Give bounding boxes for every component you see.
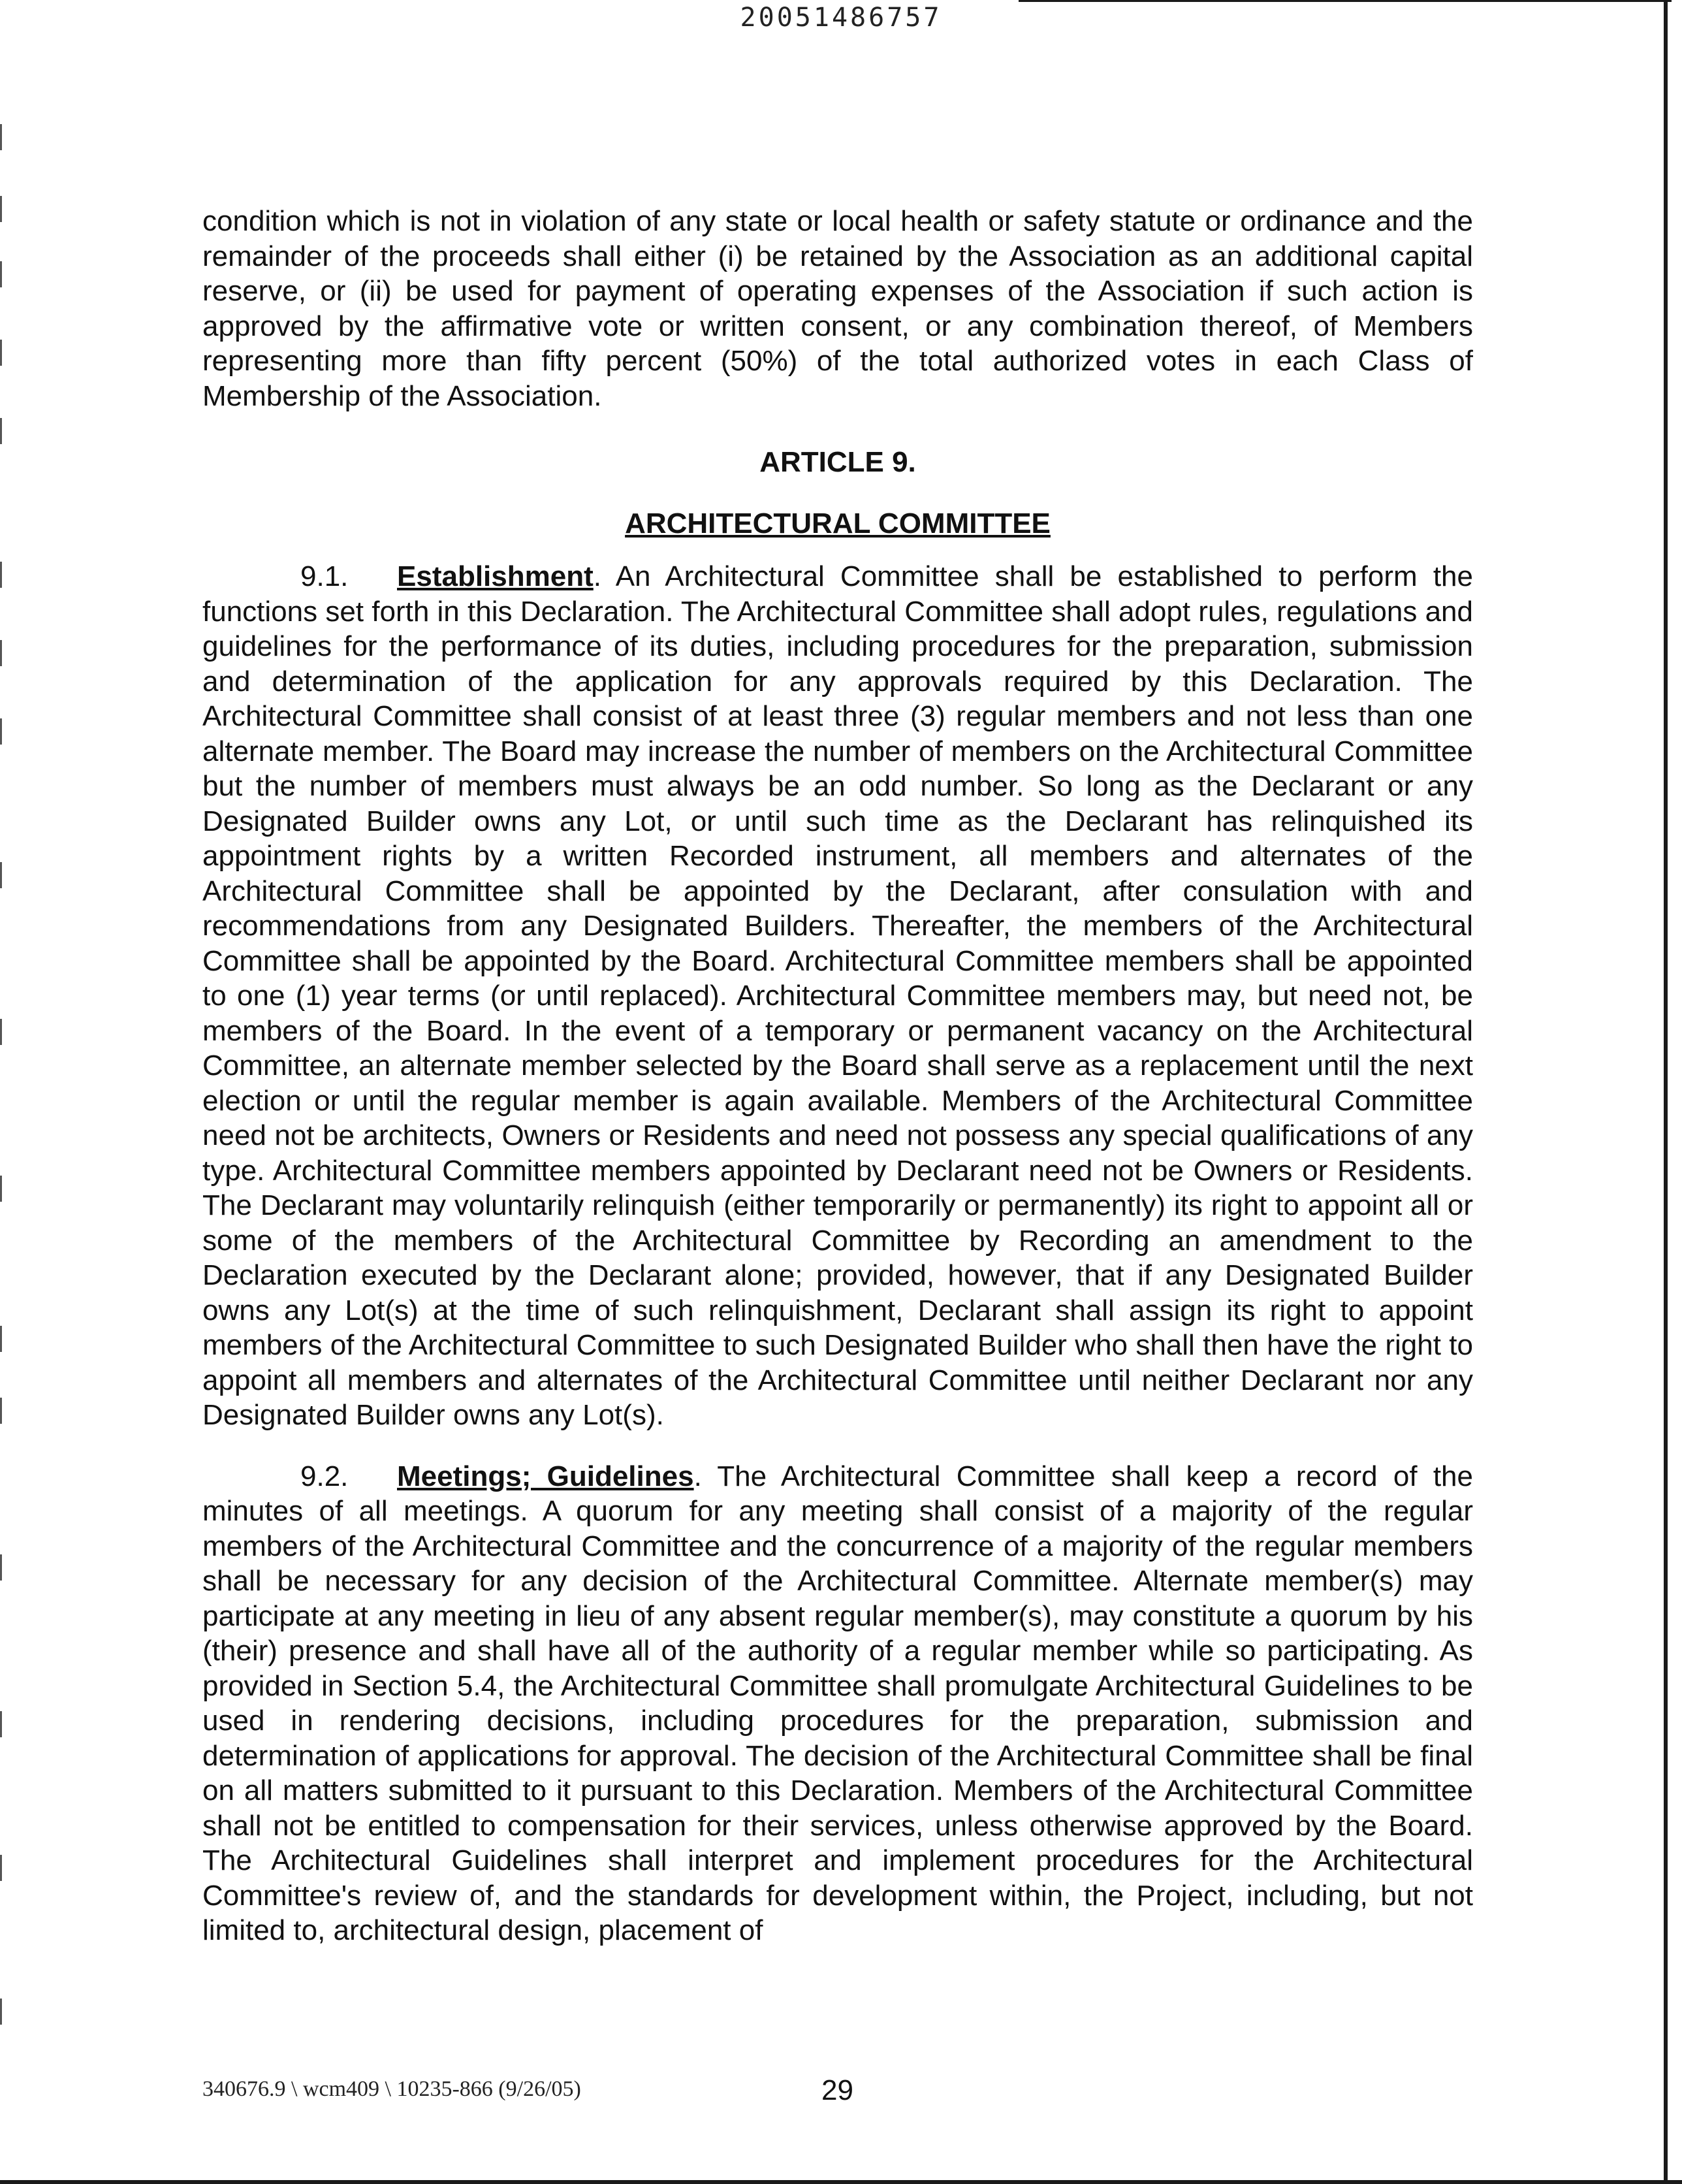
section-text: . The Architectural Committee shall keep a record of the minutes of all meetings. A quorum for any meeting shall consist of a majority of the regular members of the Architectural Committee and the concurrence of a majority of the regular members shall be necessary for any decision of the Architectural Committee. Alternate member(s) may participate at any meeting in lieu of any absent regular member(s), may constitute a quorum by his (their) presence and shall have all of the authority of a regular member while so participating. As provided in Section 5.4, the Architectural Committee shall promulgate Architectural Guidelines to be used in rendering decisions, including procedures for the preparation, submission and determination of applications for approval. The decision of the Architectural Committee shall be final on all matters submitted to it pursuant to this Declaration. Members of the Architectural Committee shall not be entitled to compensation for their services, unless otherwise approved by the Board. The Architectural Guidelines shall interpret and implement procedures for the Architectural Committee's review of, and the standards for development within, the Project, including, but not limited to, architectural design, placement of xyxy=(202,1460,1474,1946)
article-title: ARCHITECTURAL COMMITTEE xyxy=(625,507,1051,539)
section-number: 9.1. xyxy=(300,560,349,592)
scan-edge-marks xyxy=(0,0,3,2184)
section-number: 9.2. xyxy=(300,1460,349,1492)
section-text: . An Architectural Committee shall be established to perform the functions set forth in this Declaration. The Architectural Committee shall adopt rules, regulations and guidelines for the performance of its duties, including procedures for the preparation, submission and determination of the application for any approvals required by this Declaration. The Architectural Committee shall consist of at least three (3) regular members and not less than one alternate member. The Board may increase the number of members on the Architectural Committee but the number of members must always be an odd number. So long as the Declarant or any Designated Builder owns any Lot, or until such time as the Declarant has relinquished its appointment rights by a written Recorded instrument, all members and alternates of the Architectural Committee shall be appointed by the Declarant, after consulation with and recommendations from any Designated Builders. Thereafter, the members of the Architectural Committee shall be appointed by the Board. Architectural Committee members shall be appointed to one (1) year terms (or until replaced). Architectural Committee members may, but need not, be members of the Board. In the event of a temporary or permanent vacancy on the Architectural Committee, an alternate member selected by the Board shall serve as a replacement until the next election or until the regular member is again available. Members of the Architectural Committee need not be architects, Owners or Residents and need not possess any special qualifications of any type. Architectural Committee members appointed by Declarant need not be Owners or Residents. The Declarant may voluntarily relinquish (either temporarily or permanently) its right to appoint all or some of the members of the Architectural Committee by Recording an amendment to the Declaration executed by the Declarant alone; provided, however, that if any Designated Builder owns any Lot(s) at the time of such relinquishment, Declarant shall assign its right to appoint members of the Architectural Committee to such Designated Builder who shall then have the right to appoint all members and alternates of the Architectural Committee until neither Declarant nor any Designated Builder owns any Lot(s). xyxy=(202,560,1473,1431)
document-body xyxy=(202,204,1473,1948)
scan-border-top xyxy=(1019,0,1672,2)
scan-border-bottom xyxy=(0,2180,1682,2184)
document-recording-number: 20051486757 xyxy=(740,3,942,33)
scan-border-right xyxy=(1664,0,1668,2184)
continuation-paragraph: condition which is not in violation of any state or local health or safety statute or ordinance and the remainder of the proceeds shall either (i) be retained by the Association as an additional capital reserve, or (ii) be used for payment of operating expenses of the Association if such action is approved by the affirmative vote or written consent, or any combination thereof, of Members representing more than fifty percent (50%) of the total authorized votes in each Class of Membership of the Association. xyxy=(202,205,1473,412)
section-title: Meetings; Guidelines xyxy=(397,1460,694,1492)
page-number: 29 xyxy=(821,2074,853,2106)
section-9-2 xyxy=(202,1459,1473,1948)
article-number: ARTICLE 9. xyxy=(759,446,916,478)
section-9-1 xyxy=(202,559,1473,1433)
footer-document-id: 340676.9 \ wcm409 \ 10235-866 (9/26/05) xyxy=(202,2077,581,2101)
section-title: Establishment xyxy=(397,560,594,592)
